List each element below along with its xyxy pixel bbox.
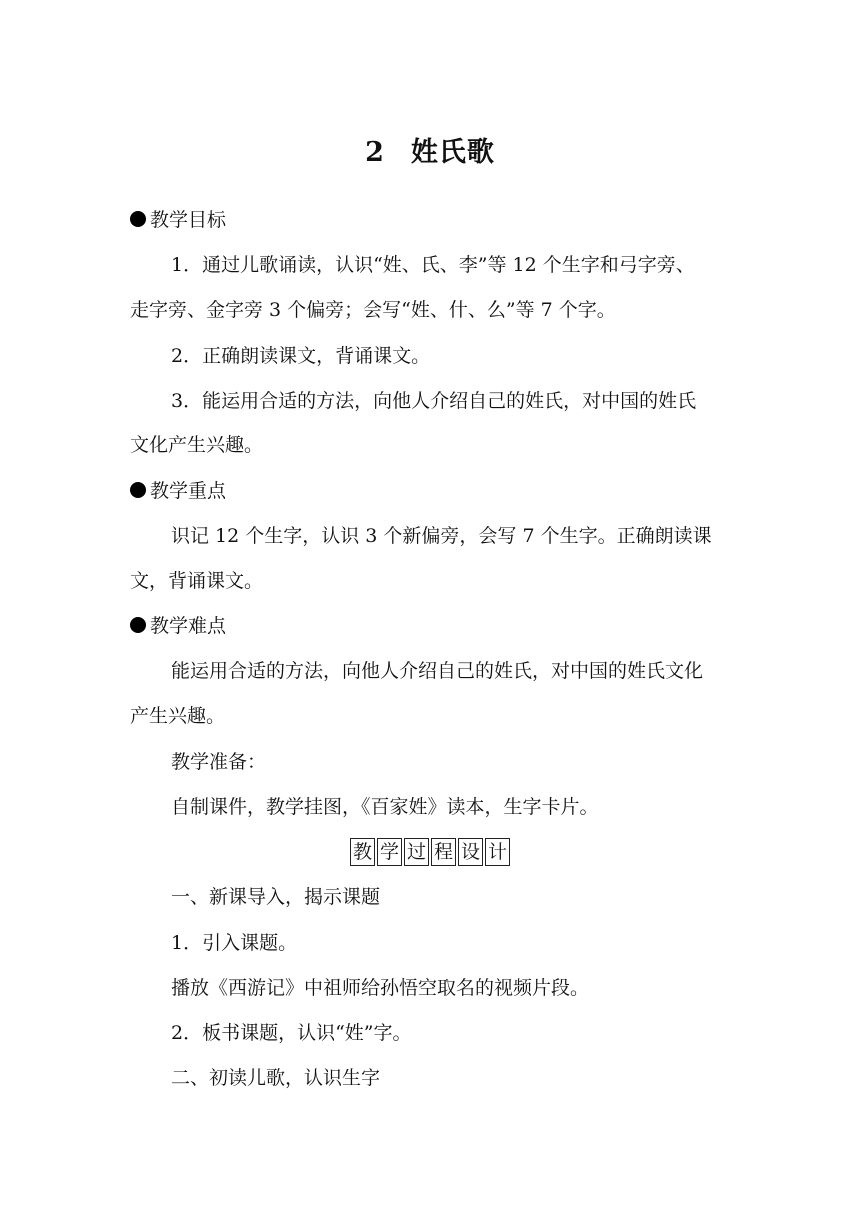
- goal-3-line-1: 3．能运用合适的方法，向他人介绍自己的姓氏，对中国的姓氏: [171, 390, 697, 412]
- process-design-title: [0, 838, 860, 866]
- goal-2: 2．正确朗读课文，背诵课文。: [171, 345, 431, 367]
- preparation-label: 教学准备：: [171, 751, 267, 773]
- step-1-item-2: 2．板书课题，认识“姓”字。: [171, 1022, 412, 1044]
- goals-heading: [130, 205, 730, 235]
- difficulty-heading: [130, 611, 730, 641]
- lesson-number: 2: [365, 137, 385, 168]
- difficulty-heading-text: 教学难点: [150, 615, 227, 637]
- process-title-char: 计: [485, 838, 510, 866]
- key-points-line-1: 识记 12 个生字，认识 3 个新偏旁，会写 7 个生字。正确朗读课: [171, 525, 712, 547]
- bullet-dot-icon: [130, 482, 146, 498]
- goal-1-line-1: 1．通过儿歌诵读，认识“姓、氏、李”等 12 个生字和弓字旁、: [171, 254, 695, 276]
- difficulty-line-2: 产生兴趣。: [130, 705, 226, 727]
- bullet-dot-icon: [130, 211, 146, 227]
- key-points-heading-text: 教学重点: [150, 480, 227, 502]
- process-title-char: 程: [431, 838, 456, 866]
- key-points-heading: [130, 476, 730, 506]
- step-2-heading: 二、初读儿歌，认识生字: [171, 1067, 381, 1089]
- lesson-title: [0, 133, 860, 173]
- step-1-heading: 一、新课导入，揭示课题: [171, 886, 381, 908]
- process-title-char: 过: [404, 838, 429, 866]
- goal-1-line-2: 走字旁、金字旁 3 个偏旁；会写“姓、什、么”等 7 个字。: [130, 299, 616, 321]
- key-points-line-2: 文，背诵课文。: [130, 570, 264, 592]
- preparation-text: 自制课件，教学挂图，《百家姓》读本，生字卡片。: [171, 796, 599, 818]
- process-title-char: 教: [350, 838, 375, 866]
- lesson-title-text: 姓氏歌: [410, 137, 495, 168]
- goal-3-line-2: 文化产生兴趣。: [130, 434, 264, 456]
- step-1-item-1-text: 播放《西游记》中祖师给孙悟空取名的视频片段。: [171, 977, 590, 999]
- goals-heading-text: 教学目标: [150, 209, 227, 231]
- process-title-char: 学: [377, 838, 402, 866]
- difficulty-line-1: 能运用合适的方法，向他人介绍自己的姓氏，对中国的姓氏文化: [171, 660, 704, 682]
- step-1-item-1: 1．引入课题。: [171, 932, 298, 954]
- bullet-dot-icon: [130, 617, 146, 633]
- process-title-char: 设: [458, 838, 483, 866]
